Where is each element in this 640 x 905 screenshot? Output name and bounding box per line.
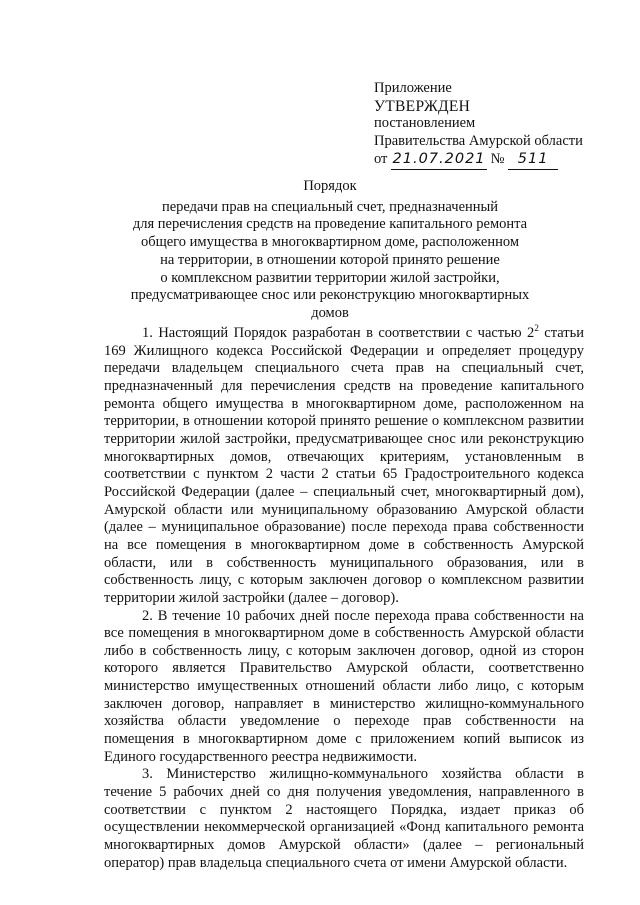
title-line: домов [311, 304, 349, 321]
paragraph-3: 3. Министерство жилищно-коммунального хозяйства области в течение 5 рабочих дней со дня получения уведомления, направленного в соответствии с пунктом 2 настоящего Порядка, издает приказ об осуществлении некоммерческой организацией «Фонд капитального ремонта многоквартирных домов Амурской области» (далее – региональный оператор) прав владельца специального счета от имени Амурской области. [104, 766, 584, 871]
handwritten-date: 21.07.2021 [391, 151, 487, 170]
title-heading: Порядок [303, 178, 357, 194]
title-line: передачи прав на специальный счет, предназначенный [161, 198, 499, 215]
document-body [104, 325, 584, 872]
title-line: на территории, в отношении которой принято решение [160, 251, 500, 268]
paragraph-1-rest: статьи 169 Жилищного кодекса Российской Федерации и определяет процедуру передачи владельцем специального счета прав на специальный счет, предназначенный для перечисления средств на проведение капитального ремонта общего имущества в многоквартирном доме, расположенном на территории, в отношении которой принято решение о комплексном развитии территории жилой застройки, предусматривающее снос или реконструкцию многоквартирных домов, отвечающих критериям, установленным в соответствии с пунктом 2 части 2 статьи 65 Градостроительного кодекса Российской Федерации (далее – специальный счет, многоквартирный дом), Амурской области или муниципальному образованию Амурской области (далее – муниципальное образование) после перехода права собственности на все помещения в многоквартирном доме в собственность Амурской области, или в собственность муниципального образования, или в собственность лицу, с которым заключен договор о комплексном развитии территории жилой застройки (далее – договор). [104, 325, 584, 606]
paragraph-1-start: 1. Настоящий Порядок разработан в соответствии с частью 2 [142, 325, 535, 341]
paragraph-1 [104, 325, 584, 608]
title-line: для перечисления средств на проведение капитального ремонта [132, 216, 528, 233]
approval-date-line [374, 151, 624, 170]
approval-resolution-label: постановлением [374, 115, 476, 131]
paragraph-1-superscript: 2 [534, 323, 539, 334]
title-line: предусматривающее снос или реконструкцию многоквартирных [130, 287, 530, 304]
document-title [110, 178, 550, 323]
title-line: общего имущества в многоквартирном доме, расположенном [140, 234, 520, 251]
approval-block [374, 80, 624, 170]
handwritten-number: 511 [508, 151, 558, 170]
paragraph-2: 2. В течение 10 рабочих дней после перехода права собственности на все помещения в многоквартирном доме в собственность Амурской области либо в собственность лицу, с которым заключен договор, одной из сторон которого является Правительство Амурской области, соответственно министерство имущественных отношений области либо лицо, с которым заключен договор, направляет в министерство жилищно-коммунального хозяйства области уведомление о переходе прав собственности на помещения в многоквартирном доме с приложением копий выписок из Единого государственного реестра недвижимости. [104, 607, 584, 765]
number-prefix: № [490, 151, 505, 167]
approval-approved-label: УТВЕРЖДЕН [374, 97, 471, 115]
approval-appendix-label: Приложение [374, 80, 452, 96]
date-prefix: от [374, 151, 388, 167]
title-line: о комплексном развитии территории жилой застройки, [160, 269, 500, 286]
approval-government-label: Правительства Амурской области [374, 132, 583, 149]
